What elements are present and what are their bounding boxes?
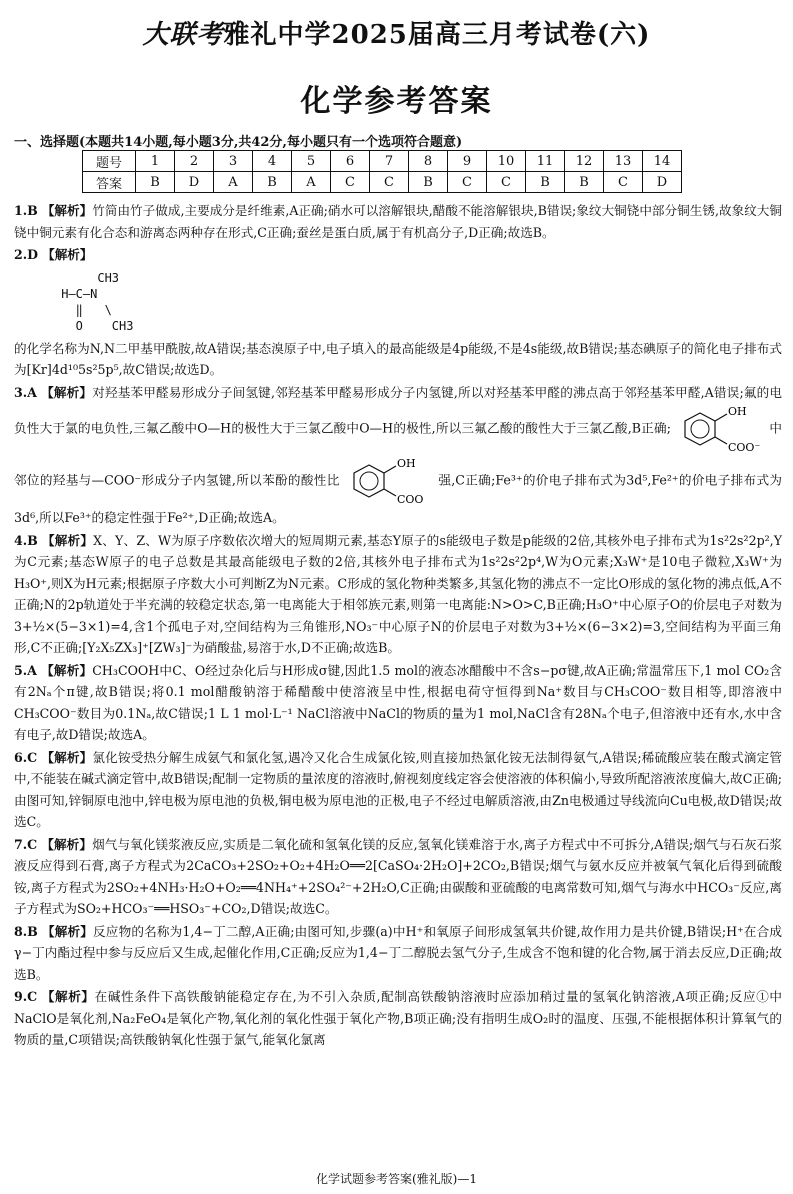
question-number-cell: 13: [604, 151, 643, 172]
question-number-cell: 4: [253, 151, 292, 172]
answer-cell: C: [487, 172, 526, 193]
question-number-cell: 10: [487, 151, 526, 172]
coo-label: COO⁻: [728, 441, 761, 454]
analysis-tag: 【解析】: [41, 384, 93, 400]
analysis-tag: 【解析】: [41, 836, 93, 852]
dmf-structure: CH3 H—C—N ‖ \ O CH3: [61, 270, 134, 333]
question-number-cell: 9: [448, 151, 487, 172]
explanation-item: [14, 834, 782, 920]
answer-cell: B: [409, 172, 448, 193]
analysis-tag: 【解析】: [41, 989, 95, 1004]
item-text: 竹简由竹子做成,主要成分是纤维素,A正确;硝水可以溶解银块,醋酸不能溶解银块,B错误;象纹大铜铙中部分铜生锈,故象纹大铜铙中铜元素有化合态和游离态两种存在形式,C正确;蚕丝是蛋白质,属于有机高分子,D正确;故选B。: [14, 203, 782, 240]
item-text: 反应物的名称为1,4−丁二醇,A正确;由图可知,步骤(a)中H⁺和氧原子间形成氢氧共价键,故作用力是共价键,B错误;H⁺在合成γ−丁内酯过程中参与反应后又生成,起催化作用,C正确;反应为1,4−丁二醇脱去氢气分子,生成含不饱和键的化合物,属于消去反应,D正确;故选B。: [14, 923, 783, 982]
salicylic-acid-structure: [344, 455, 434, 507]
item-text: CH₃COOH中C、O经过杂化后与H形成σ键,因此1.5 mol的液态冰醋酸中不含s−pσ键,故A正确;常温常压下,1 mol CO₂含有2Nₐ个π键,故B错误;将0.1 mol醋酸钠溶于稀醋酸中使溶液呈中性,根据电荷守恒得到Na⁺数目与CH₃COO⁻数目相等,即溶液中CH₃COO⁻数目为0.1Nₐ,故C错误;1 L 1 mol·L⁻¹ NaCl溶液中NaCl的物质的量为1 mol,NaCl含有28Nₐ个电子,但溶液中还有水,水中含有电子,故D错误;故选A。: [14, 662, 782, 742]
analysis-tag: 【解析】: [42, 532, 94, 548]
question-number-cell: 8: [409, 151, 448, 172]
item-number: 2.D: [14, 247, 39, 262]
question-number-cell: 11: [526, 151, 565, 172]
analysis-tag: 【解析】: [41, 923, 94, 939]
item-text: 氯化铵受热分解生成氨气和氯化氢,遇冷又化合生成氯化铵,则直接加热氯化铵无法制得氨气,A错误;稀硫酸应装在酸式滴定管中,不能装在碱式滴定管中,故B错误;配制一定物质的量浓度的溶液时,俯视刻度线定容会使溶液的体积偏小,导致所配溶液浓度偏大,故C正确;由图可知,锌铜原电池中,锌电极为原电池的负极,铜电极为原电池的正极,电子不经过电解质溶液,由Zn电极通过导线流向Cu电极,故D错误;故选C。: [14, 749, 782, 829]
question-number-cell: 6: [331, 151, 370, 172]
section-heading: 一、选择题(本题共14小题,每小题3分,共42分,每小题只有一个选项符合题意): [14, 135, 463, 150]
salicylate-structure: [675, 403, 765, 455]
explanation-item: [14, 382, 782, 529]
analysis-tag: 【解析】: [42, 247, 93, 262]
explanation-list: [14, 200, 782, 1052]
answer-cell: B: [526, 172, 565, 193]
row-label: 答案: [83, 172, 136, 193]
exam-title: 雅礼中学2025届高三月考试卷(六): [223, 20, 651, 50]
item-text: 中邻位的羟基与—COO⁻形成分子内氢键,所以苯酚的酸性比: [14, 420, 782, 488]
answer-cell: C: [331, 172, 370, 193]
answer-row: [83, 172, 682, 193]
question-number-cell: 5: [292, 151, 331, 172]
answer-cell: C: [604, 172, 643, 193]
explanation-item: [14, 921, 782, 986]
item-text: 的化学名称为N,N二甲基甲酰胺,故A错误;基态溴原子中,电子填入的最高能级是4p能级,不是4s能级,故B错误;基态碘原子的简化电子排布式为[Kr]4d¹⁰5s²5p⁵,故C错误;故选D。: [14, 340, 782, 377]
analysis-tag: 【解析】: [41, 749, 93, 765]
page-footer: 化学试题参考答案(雅礼版)—1: [316, 1172, 477, 1186]
analysis-tag: 【解析】: [41, 662, 93, 678]
item-number: 8.B: [14, 923, 38, 939]
question-number-cell: 2: [175, 151, 214, 172]
item-number: 1.B: [14, 203, 38, 218]
oh-label: OH: [728, 405, 747, 418]
item-number: 7.C: [14, 836, 38, 852]
explanation-item: [14, 986, 782, 1051]
answer-cell: C: [448, 172, 487, 193]
question-number-cell: 14: [643, 151, 682, 172]
item-text: 在碱性条件下高铁酸钠能稳定存在,为不引入杂质,配制高铁酸钠溶液时应添加稍过量的氢氧化钠溶液,A项正确;反应①中NaClO是氧化剂,Na₂FeO₄是氧化产物,氧化剂的氧化性强于氧化产物,B项正确;没有指明生成O₂时的温度、压强,不能根据体积计算氧气的物质的量,C项错误;高铁酸钠氧化性强于氯气,能氧化氯离: [14, 989, 782, 1047]
answer-cell: C: [370, 172, 409, 193]
question-number-cell: 12: [565, 151, 604, 172]
question-number-cell: 3: [214, 151, 253, 172]
answer-cell: D: [175, 172, 214, 193]
item-number: 3.A: [14, 384, 37, 400]
answer-cell: B: [565, 172, 604, 193]
answer-cell: B: [136, 172, 175, 193]
item-text: X、Y、Z、W为原子序数依次增大的短周期元素,基态Y原子的s能级电子数是p能级的2倍,其核外电子排布式为1s²2s²2p²,Y为C元素;基态W原子的电子总数是其最高能级电子数的2倍,其核外电子排布式为1s²2s²2p⁴,W为O元素;X₃W⁺是10电子微粒,X₃W⁺为H₃O⁺,则X为H元素;根据原子序数大小可判断Z为N元素。C形成的氢化物种类繁多,其氢化物的沸点不一定比O形成的氢化物的沸点低,A不正确;N的2p轨道处于半充满的较稳定状态,第一电离能大于相邻族元素,则第一电离能:N>O>C,B正确;H₃O⁺中心原子O的价层电子对数为3+½×(5−3×1)=4,含1个孤电子对,空间结构为三角锥形,NO₃⁻中心原子N的价层电子对数为3+½×(6−3×2)=3,空间结构为平面三角形,C不正确;[Y₂X₅ZX₃]⁺[ZW₃]⁻为硝酸盐,易溶于水,D不正确;故选B。: [14, 532, 783, 655]
oh-label: OH: [396, 457, 416, 470]
item-text: 对羟基苯甲醛易形成分子间氢键,邻羟基苯甲醛易形成分子内氢键,所以对羟基苯甲醛的沸点高于邻羟基苯甲醛,A错误;氟的电负性大于氯的电负性,三氟乙酸中O—H的极性大于三氯乙酸中O—H的极性,所以三氟乙酸的酸性大于三氯乙酸,B正确;: [14, 384, 782, 436]
explanation-item: [14, 530, 782, 659]
row-label: 题号: [83, 151, 136, 172]
question-number-cell: 1: [136, 151, 175, 172]
question-number-row: [83, 151, 682, 172]
analysis-tag: 【解析】: [41, 203, 93, 218]
item-number: 6.C: [14, 749, 38, 765]
explanation-item: [14, 660, 782, 746]
page-title: 化学参考答案: [300, 84, 493, 119]
answer-table: [82, 150, 682, 193]
item-number: 5.A: [14, 662, 37, 678]
answer-cell: A: [214, 172, 253, 193]
explanation-item: [14, 747, 782, 833]
coo-label: COO: [396, 493, 424, 506]
item-number: 9.C: [14, 989, 38, 1004]
item-number: 4.B: [14, 532, 38, 548]
explanation-item: [14, 200, 782, 243]
exam-header: [0, 14, 793, 51]
answer-cell: D: [643, 172, 682, 193]
item-text: 强,C正确;Fe³⁺的价电子排布式为3d⁵,Fe²⁺的价电子排布式为3d⁶,所以Fe³⁺的稳定性强于Fe²⁺,D正确;故选A。: [14, 472, 782, 525]
explanation-item: [14, 244, 782, 381]
answer-cell: A: [292, 172, 331, 193]
item-text: 烟气与氧化镁浆液反应,实质是二氧化硫和氢氧化镁的反应,氢氧化镁难溶于水,离子方程式中不可拆分,A错误;烟气与石灰石浆液反应得到石膏,离子方程式为2CaCO₃+2SO₂+O₂+4H₂O══2[CaSO₄·2H₂O]+2CO₂,B错误;烟气与氨水反应并被氧气氧化后得到硫酸铵,离子方程式为2SO₂+4NH₃·H₂O+O₂══4NH₄⁺+2SO₄²⁻+2H₂O,C正确;由碳酸和亚硫酸的电离常数可知,烟气与海水中HCO₃⁻反应,离子方程式为SO₂+HCO₃⁻══HSO₃⁻+CO₂,D错误;故选C。: [14, 836, 782, 916]
question-number-cell: 7: [370, 151, 409, 172]
answer-cell: B: [253, 172, 292, 193]
brand-logo: 大联考: [142, 20, 224, 50]
